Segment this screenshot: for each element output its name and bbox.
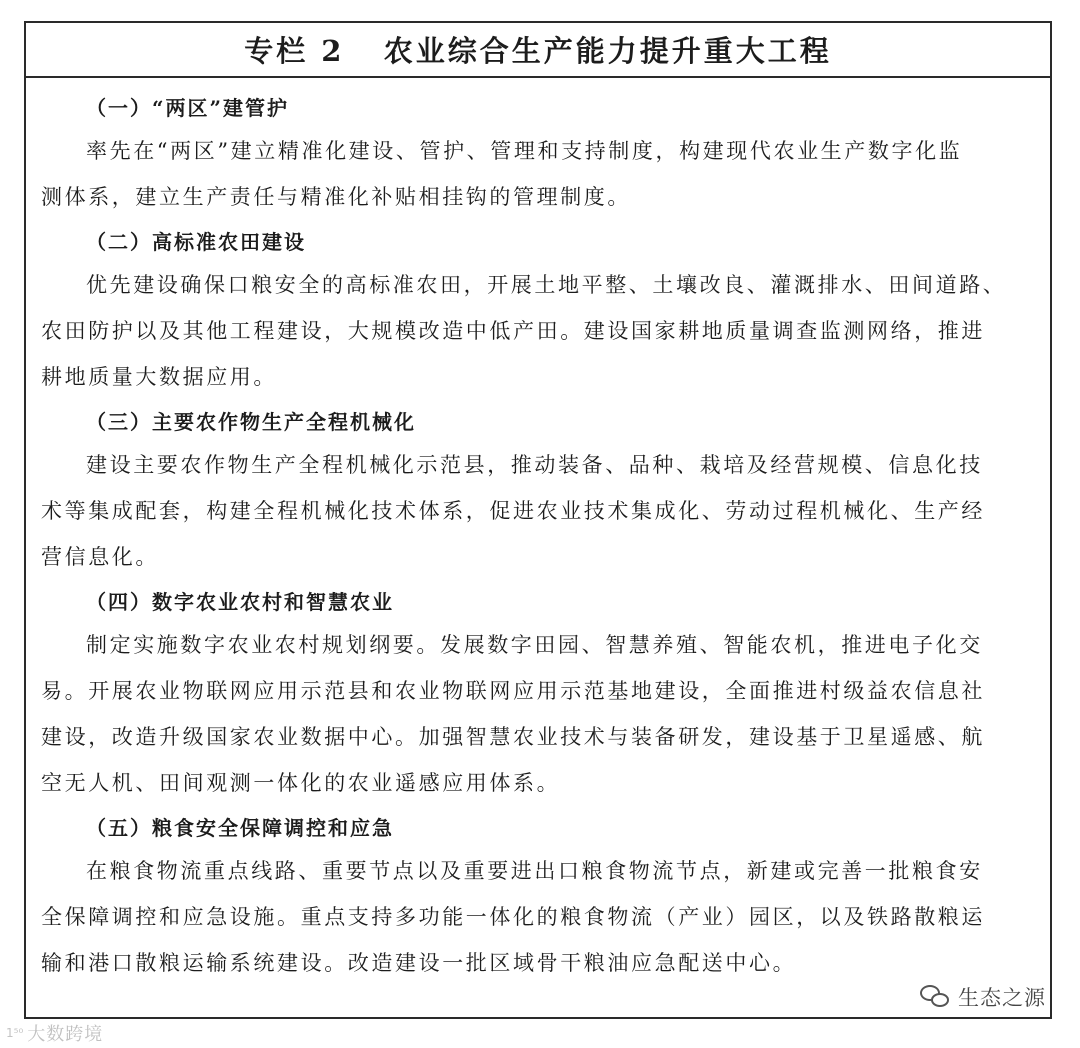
section-heading: （三）主要农作物生产全程机械化 xyxy=(86,410,416,434)
watermark-text: 生态之源 xyxy=(958,986,1046,1010)
section-heading: （二）高标准农田建设 xyxy=(86,230,306,254)
section-text-line: 测体系，建立生产责任与精准化补贴相挂钩的管理制度。 xyxy=(41,185,631,209)
section-text-line: 率先在“两区”建立精准化建设、管护、管理和支持制度，构建现代农业生产数字化监 xyxy=(86,139,963,163)
section-text-line: 易。开展农业物联网应用示范县和农业物联网应用示范基地建设，全面推进村级益农信息社 xyxy=(41,679,985,703)
section-text-line: 营信息化。 xyxy=(41,545,159,569)
section-text-line: 术等集成配套，构建全程机械化技术体系，促进农业技术集成化、劳动过程机械化、生产经 xyxy=(41,499,985,523)
logo-text: 大数跨境 xyxy=(27,1024,104,1045)
wechat-watermark xyxy=(920,982,1046,1012)
section-text-line: 空无人机、田间观测一体化的农业遥感应用体系。 xyxy=(41,771,561,795)
content xyxy=(26,78,1050,986)
section-text-line: 耕地质量大数据应用。 xyxy=(41,365,277,389)
section-text-line: 优先建设确保口粮安全的高标准农田，开展土地平整、土壤改良、灌溉排水、田间道路、 xyxy=(86,273,1007,297)
section-heading: （一）“两区”建管护 xyxy=(86,96,290,120)
page-title: 专栏 2 农业综合生产能力提升重大工程 xyxy=(244,34,832,68)
section-text-line: 全保障调控和应急设施。重点支持多功能一体化的粮食物流（产业）园区，以及铁路散粮运 xyxy=(41,905,985,929)
section-text-line: 建设，改造升级国家农业数据中心。加强智慧农业技术与装备研发，建设基于卫星遥感、航 xyxy=(41,725,985,749)
section-text-line: 在粮食物流重点线路、重要节点以及重要进出口粮食物流节点，新建或完善一批粮食安 xyxy=(86,859,983,883)
feature-box xyxy=(24,21,1052,1019)
title-bar xyxy=(26,23,1050,78)
logo-mark: 1⁵⁰ xyxy=(6,1026,24,1040)
section-heading: （五）粮食安全保障调控和应急 xyxy=(86,816,394,840)
section-text-line: 建设主要农作物生产全程机械化示范县，推动装备、品种、栽培及经营规模、信息化技 xyxy=(86,453,983,477)
corner-watermark xyxy=(6,1020,103,1046)
section-heading: （四）数字农业农村和智慧农业 xyxy=(86,590,394,614)
section-text-line: 农田防护以及其他工程建设，大规模改造中低产田。建设国家耕地质量调查监测网络，推进 xyxy=(41,319,985,343)
wechat-icon xyxy=(920,985,950,1009)
section-text-line: 输和港口散粮运输系统建设。改造建设一批区域骨干粮油应急配送中心。 xyxy=(41,951,797,975)
section-text-line: 制定实施数字农业农村规划纲要。发展数字田园、智慧养殖、智能农机，推进电子化交 xyxy=(86,633,983,657)
